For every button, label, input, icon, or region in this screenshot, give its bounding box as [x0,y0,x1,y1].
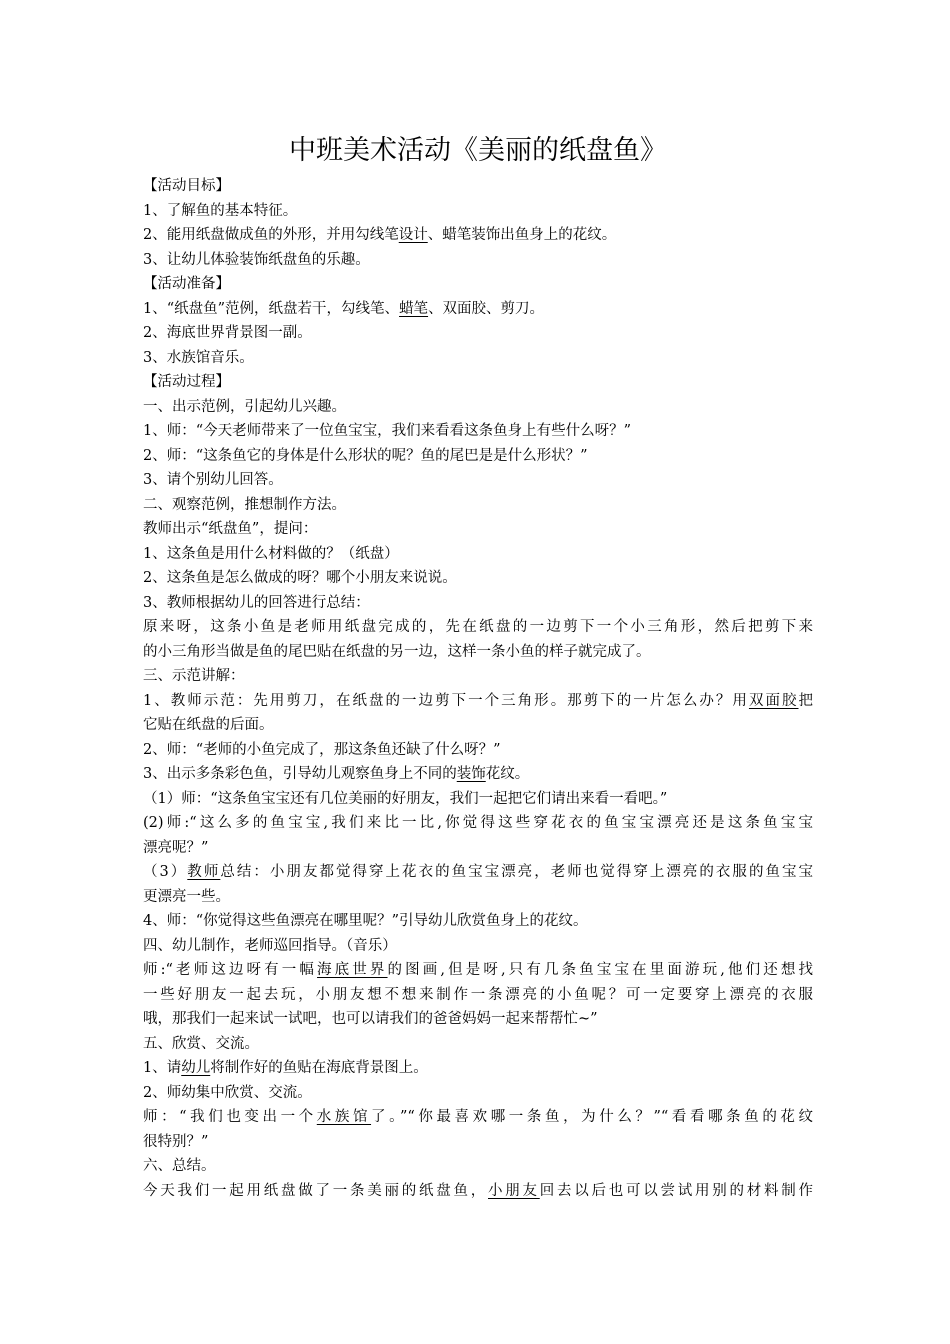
text-line [143,1007,813,1032]
text-segment: 1、请 [143,1060,182,1076]
text-segment: 【活动目标】 [143,178,230,194]
text-segment: 花纹。 [485,766,530,782]
text-segment: 一些好朋友一起去玩，小朋友想不想来制作一条漂亮的小鱼呢？可一定要穿上漂亮的衣服 [143,986,813,1003]
text-line [143,664,813,689]
text-line [143,1179,813,1204]
underlined-term: 双面胶 [748,692,799,709]
underlined-term: 设计 [398,227,428,243]
text-segment: 2、能用纸盘做成鱼的外形，并用勾线笔 [143,227,399,243]
text-line [143,419,813,444]
text-line [143,615,813,640]
text-segment: 师:“老师这边呀有一幅 [143,962,318,978]
text-line [143,811,813,836]
text-line [143,640,813,665]
text-segment: 哦，那我们一起来试一试吧，也可以请我们的爸爸妈妈一起来帮帮忙~” [143,1011,598,1027]
text-line [143,346,813,371]
text-segment: 2、这条鱼是怎么做成的呀？哪个小朋友来说说。 [143,570,457,586]
text-line [143,1056,813,1081]
text-segment: 【活动过程】 [143,374,230,390]
text-segment: 原来呀，这条小鱼是老师用纸盘完成的，先在纸盘的一边剪下一个小三角形，然后把剪下来 [143,619,813,635]
text-line [143,248,813,273]
text-line [143,738,813,763]
text-segment: 1、这条鱼是用什么材料做的？（纸盘） [143,545,399,562]
text-line [143,836,813,861]
text-segment: 1、“纸盘鱼”范例，纸盘若干，勾线笔、 [143,300,400,317]
text-segment: 1、了解鱼的基本特征。 [143,202,298,219]
document-page [143,128,813,1203]
text-segment: 它贴在纸盘的后面。 [143,717,274,733]
text-segment: 将制作好的鱼贴在海底背景图上。 [210,1060,428,1076]
text-segment: 2、师幼集中欣赏、交流。 [143,1084,312,1101]
text-segment: （1）师：“这条鱼宝宝还有几位美丽的好朋友，我们一起把它们请出来看一看吧。” [143,790,668,807]
text-segment: 教师出示“纸盘鱼”，提问： [143,521,318,537]
text-line [143,762,813,787]
text-line [143,934,813,959]
text-line [143,983,813,1008]
text-line [143,885,813,910]
underlined-term: 水族馆 [316,1109,372,1125]
text-line [143,542,813,567]
text-segment: 四、幼儿制作，老师巡回指导。（音乐） [143,937,397,954]
text-line [143,909,813,934]
document-body [143,174,813,1203]
text-segment: 3、水族馆音乐。 [143,349,254,366]
text-segment: 漂亮呢？” [143,839,209,856]
text-segment: 3、让幼儿体验装饰纸盘鱼的乐趣。 [143,251,370,268]
text-line [143,493,813,518]
text-segment: 把 [798,692,813,709]
text-line [143,517,813,542]
text-line [143,860,813,885]
text-segment: 很特别？” [143,1133,209,1150]
text-segment: 3、请个别幼儿回答。 [143,472,283,488]
underlined-term: 小朋友 [488,1182,540,1199]
text-segment: 3、出示多条彩色鱼，引导幼儿观察鱼身上不同的 [143,766,457,782]
text-line [143,689,813,714]
text-segment: 的小三角形当做是鱼的尾巴贴在纸盘的另一边，这样一条小鱼的样子就完成了。 [143,643,651,660]
text-line [143,1105,813,1130]
text-segment: 1、师：“今天老师带来了一位鱼宝宝，我们来看看这条鱼身上有些什么呀？” [143,423,632,439]
text-line [143,174,813,199]
text-line [143,1154,813,1179]
text-segment: 今天我们一起用纸盘做了一条美丽的纸盘鱼， [143,1182,488,1199]
text-segment: 了。”“你最喜欢哪一条鱼，为什么？”“看看哪条鱼的花纹 [371,1109,813,1125]
text-line [143,370,813,395]
text-line [143,321,813,346]
text-line [143,199,813,224]
text-line [143,223,813,248]
text-line [143,591,813,616]
underlined-term: 装饰 [456,766,486,782]
text-segment: 、蜡笔装饰出鱼身上的花纹。 [427,227,617,243]
text-segment: 【活动准备】 [143,276,230,292]
text-segment: 2、海底世界背景图一副。 [143,325,312,341]
text-line [143,395,813,420]
text-segment: 二、观察范例，推想制作方法。 [143,496,346,513]
text-line [143,1032,813,1057]
text-segment: 3、教师根据幼儿的回答进行总结： [143,594,370,611]
text-line [143,713,813,738]
text-segment: 2、师：“这条鱼它的身体是什么形状的呢？鱼的尾巴是是什么形状？” [143,447,588,464]
text-line [143,958,813,983]
text-segment: 2、师：“老师的小鱼完成了，那这条鱼还缺了什么呀？” [143,741,501,758]
text-segment: 五、欣赏、交流。 [143,1035,259,1052]
text-line [143,468,813,493]
underlined-term: 教师 [187,864,221,880]
text-segment: 师：“我们也变出一个 [143,1109,317,1125]
text-line [143,272,813,297]
text-segment: （3） [143,864,188,880]
text-line [143,787,813,812]
text-line [143,1130,813,1155]
underlined-term: 蜡笔 [399,300,429,317]
text-segment: 更漂亮一些。 [143,888,230,905]
text-line [143,444,813,469]
text-segment: 、双面胶、剪刀。 [428,300,545,317]
text-segment: 回去以后也可以尝试用别的材料制作 [539,1182,813,1199]
text-segment: 六、总结。 [143,1158,216,1174]
document-title: 中班美术活动《美丽的纸盘鱼》 [289,135,667,166]
text-segment: (2)师:“这么多的鱼宝宝,我们来比一比,你觉得这些穿花衣的鱼宝宝漂亮还是这条鱼宝宝 [143,815,813,831]
text-segment: 的图画,但是呀,只有几条鱼宝宝在里面游玩,他们还想找 [387,962,813,978]
underlined-term: 海底世界 [317,962,388,978]
text-segment: 三、示范讲解： [143,668,245,684]
text-segment: 一、出示范例，引起幼儿兴趣。 [143,398,346,415]
text-segment: 4、师：“你觉得这些鱼漂亮在哪里呢？”引导幼儿欣赏鱼身上的花纹。 [143,913,588,929]
text-line [143,1081,813,1106]
text-segment: 1、教师示范：先用剪刀，在纸盘的一边剪下一个三角形。那剪下的一片怎么办？用 [143,692,749,709]
text-segment: 总结：小朋友都觉得穿上花衣的鱼宝宝漂亮，老师也觉得穿上漂亮的衣服的鱼宝宝 [220,864,813,880]
text-line [143,566,813,591]
underlined-term: 幼儿 [181,1060,211,1076]
text-line [143,297,813,322]
